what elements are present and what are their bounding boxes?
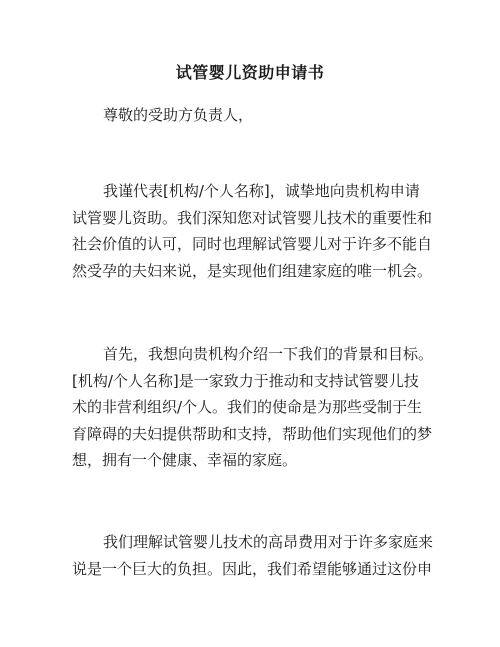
paragraph-line: 术的非营利组织/个人。我们的使命是为那些受制于生: [72, 398, 423, 416]
paragraph-line: 我谨代表[机构/个人名称]，诚挚地向贵机构申请: [103, 182, 420, 200]
paragraph-line: 试管婴儿资助。我们深知您对试管婴儿技术的重要性和: [72, 208, 433, 227]
document-title: 试管婴儿资助申请书: [175, 63, 325, 82]
paragraph-line: [机构/个人名称]是一家致力于推动和支持试管婴儿技: [72, 371, 419, 390]
paragraph-line: 育障碍的夫妇提供帮助和支持，帮助他们实现他们的梦: [72, 424, 433, 443]
paragraph-1: [72, 178, 437, 284]
paragraph-line: 我们理解试管婴儿技术的高昂费用对于许多家庭来: [103, 533, 434, 551]
paragraph-line: 然受孕的夫妇来说，是实现他们组建家庭的唯一机会。: [72, 261, 433, 280]
paragraph-3: [72, 529, 437, 582]
salutation: 尊敬的受助方负责人，: [103, 106, 254, 124]
paragraph-line: 说是一个巨大的负担。因此，我们希望能够通过这份申: [72, 559, 433, 578]
paragraph-line: 想，拥有一个健康、幸福的家庭。: [72, 451, 298, 469]
paragraph-line: 首先，我想向贵机构介绍一下我们的背景和目标。: [103, 345, 434, 363]
paragraph-2: [72, 341, 437, 474]
paragraph-line: 社会价值的认可，同时也理解试管婴儿对于许多不能自: [72, 235, 433, 253]
